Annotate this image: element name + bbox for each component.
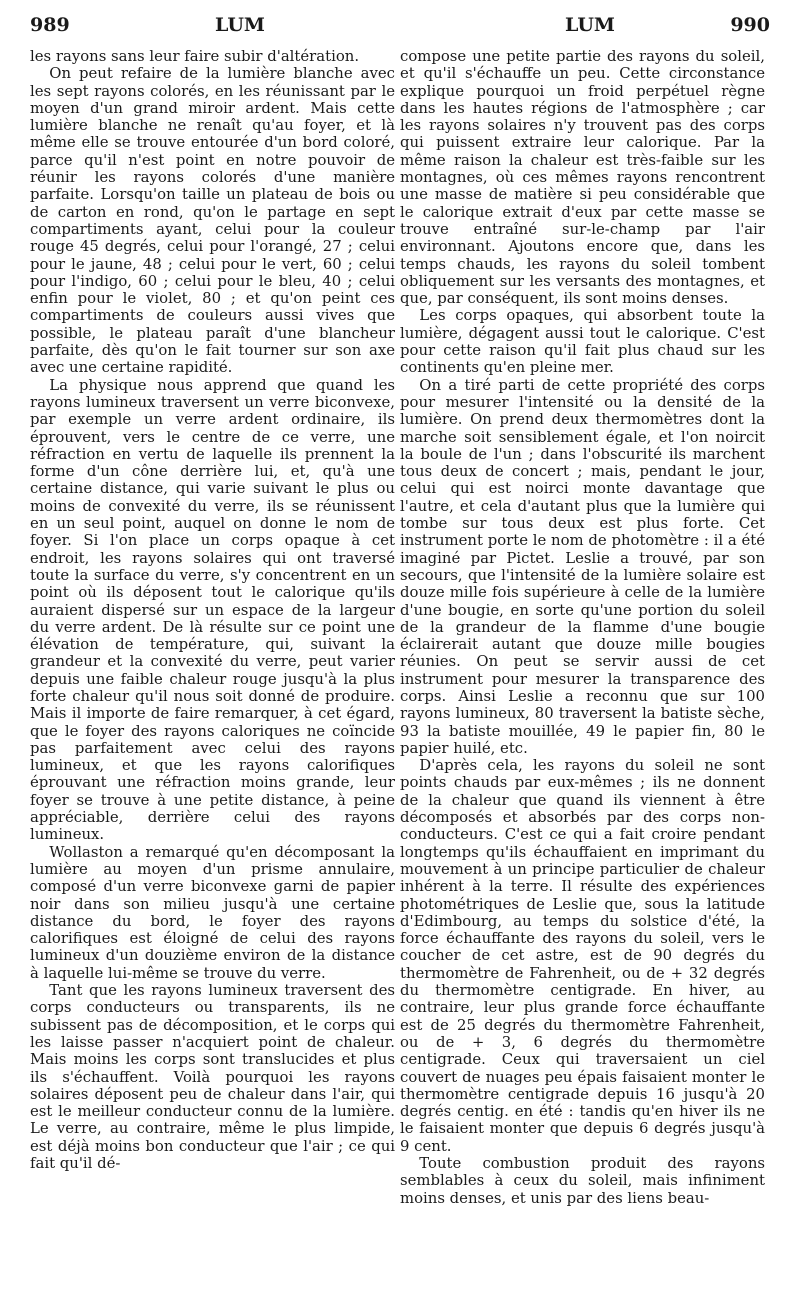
paragraph: Tant que les rayons lumineux traversent des corps conducteurs ou transparents, ils ne subissent pas de décomposition, et le corps qui les laisse passer n'acquiert point de chaleur. Mais moins les corps sont translucides et plus ils s'échauffent. Voilà pourquoi les rayons solaires déposent peu de chaleur dans l'air, qui est le meilleur conducteur connu de la lumière. Le verre, au contraire, même le plus limpide, est déjà moins bon conducteur que l'air ; ce qui fait qu'il dé- — [30, 981, 395, 1172]
paragraph: les rayons sans leur faire subir d'altération. — [30, 48, 360, 65]
paragraph: Les corps opaques, qui absorbent toute la lumière, dégagent aussi tout le calorique. C'est pour cette raison qu'il fait plus chaud sur les continents qu'en pleine mer. — [400, 306, 765, 377]
paragraph: compose une petite partie des rayons du soleil, et qu'il s'échauffe un peu. Cette circonstance explique pourquoi un froid perpétuel règne dans les hautes régions de l'atmosphère ; car les rayons solaires n'y trouvent pas des corps qui puissent extraire leur calorique. Par la même raison la chaleur est très-faible sur les montagnes, où ces mêmes rayons rencontrent une masse de matière si peu considérable que le calorique extrait d'eux par cette masse se trouve entraîné sur-le-champ par l'air environnant. Ajoutons encore que, dans les temps chauds, les rayons du soleil tombent obliquement sur les versants des montagnes, et que, par conséquent, ils sont moins denses. — [400, 48, 765, 308]
running-head-left: LUM — [215, 14, 265, 36]
paragraph: On a tiré parti de cette propriété des corps pour mesurer l'intensité ou la densité de la lumière. On prend deux thermomètres dont la marche soit sensiblement égale, et l'on noircit la boule de l'un ; dans l'obscurité ils marchent tous deux de concert ; mais, pendant le jour, celui qui est noirci monte davantage que l'autre, et cela d'autant plus que la lumière qui tombe sur tous deux est plus forte. Cet instrument porte le nom de photomètre : il a été imaginé par Pictet. Leslie a trouvé, par son secours, que l'intensité de la lumière solaire est douze mille fois supérieure à celle de la lumière d'une bougie, en sorte qu'une portion du soleil de la grandeur de la flamme d'une bougie éclairerait autant que douze mille bougies réunies. On peut se servir aussi de cet instrument pour mesurer la transparence des corps. Ainsi Leslie a reconnu que sur 100 rayons lumineux, 80 traversent la batiste sèche, 93 la batiste mouillée, 49 le papier fin, 80 le papier huilé, etc. — [400, 375, 765, 757]
right-column — [400, 48, 765, 1298]
page-number-left: 989 — [30, 14, 70, 36]
paragraph: Toute combustion produit des rayons semblables à ceux du soleil, mais infiniment moins denses, et unis par des liens beau- — [400, 1154, 765, 1207]
left-column — [30, 48, 395, 1298]
page-number-right: 990 — [730, 14, 770, 36]
paragraph: D'après cela, les rayons du soleil ne sont points chauds par eux-mêmes ; ils ne donnent de la chaleur que quand ils viennent à être décomposés et absorbés par des corps non-conducteurs. C'est ce qui a fait croire pendant longtemps qu'ils échauffaient en imprimant du mouvement à un principe particulier de chaleur inhérent à la terre. Il résulte des expériences photométriques de Leslie que, sous la latitude d'Edimbourg, au temps du solstice d'été, la force échauffante des rayons du soleil, vers le coucher de cet astre, est de 90 degrés du thermomètre de Fahrenheit, ou de + 32 degrés du thermomètre centigrade. En hiver, au contraire, leur plus grande force échauffante est de 25 degrés du thermomètre Fahrenheit, ou de + 3, 6 degrés du thermomètre centigrade. Ceux qui traversaient un ciel couvert de nuages peu épais faisaient monter le thermomètre centigrade depuis 16 jusqu'à 20 degrés centig. en été : tandis qu'en hiver ils ne le faisaient monter que depuis 6 degrés jusqu'à 9 cent. — [400, 756, 765, 1155]
paragraph: Wollaston a remarqué qu'en décomposant la lumière au moyen d'un prisme annulaire, composé d'un verre biconvexe garni de papier noir dans son milieu jusqu'à une certaine distance du bord, le foyer des rayons calorifiques est éloigné de celui des rayons lumineux d'un douzième environ de la distance à laquelle lui-même se trouve du verre. — [30, 842, 395, 982]
paragraph: On peut refaire de la lumière blanche avec les sept rayons colorés, en les réunissant par le moyen d'un grand miroir ardent. Mais cette lumière blanche ne renaît qu'au foyer, et là même elle se trouve entourée d'un bord coloré, parce qu'il n'est point en notre pouvoir de réunir les rayons colorés d'une manière parfaite. Lorsqu'on taille un plateau de bois ou de carton en rond, qu'on le partage en sept compartiments ayant, celui pour la couleur rouge 45 degrés, celui pour l'orangé, 27 ; celui pour le jaune, 48 ; celui pour le vert, 60 ; celui pour l'indigo, 60 ; celui pour le bleu, 40 ; celui enfin pour le violet, 80 ; et qu'on peint ces compartiments de couleurs aussi vives que possible, le plateau paraît d'une blancheur parfaite, dès qu'on le fait tourner sur son axe avec une certaine rapidité. — [30, 64, 395, 377]
running-head-right: LUM — [565, 14, 615, 36]
paragraph: La physique nous apprend que quand les rayons lumineux traversent un verre biconvexe, par exemple un verre ardent ordinaire, ils éprouvent, vers le centre de ce verre, une réfraction en vertu de laquelle ils prennent la forme d'un cône derrière lui, et, qu'à une certaine distance, qui varie suivant le plus ou moins de convexité du verre, ils se réunissent en un seul point, auquel on donne le nom de foyer. Si l'on place un corps opaque à cet endroit, les rayons solaires qui ont traversé toute la surface du verre, s'y concentrent en un point où ils déposent tout le calorique qu'ils auraient dispersé sur un espace de la largeur du verre ardent. De là résulte sur ce point une élévation de température, qui, suivant la grandeur et la convexité du verre, peut varier depuis une faible chaleur rouge jusqu'à la plus forte chaleur qu'il nous soit donné de produire. Mais il importe de faire remarquer, à cet égard, que le foyer des rayons caloriques ne coïncide pas parfaitement avec celui des rayons lumineux, et que les rayons calorifiques éprouvant une réfraction moins grande, leur foyer se trouve à une petite distance, à peine appréciable, derrière celui des rayons lumineux. — [30, 375, 395, 844]
